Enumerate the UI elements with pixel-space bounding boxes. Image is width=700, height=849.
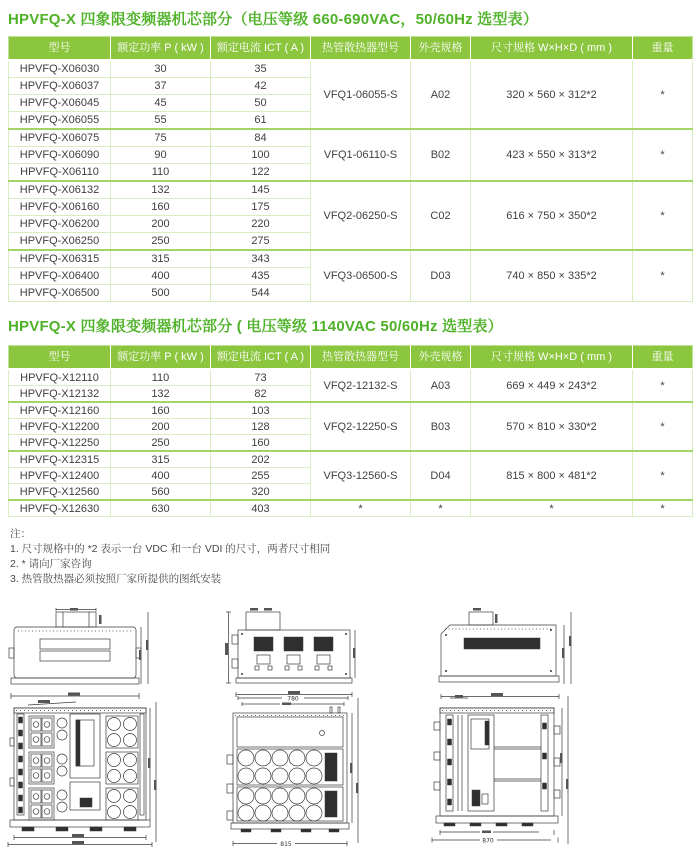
cell-model: HPVFQ-X06200 <box>9 216 111 233</box>
table-row <box>9 451 693 468</box>
cell-dims: 320 × 560 × 312*2 <box>471 60 633 129</box>
drawing-front-view-left <box>8 700 157 847</box>
col-header-model: 型号 <box>9 37 111 61</box>
cell-power: 37 <box>111 78 211 95</box>
cell-model: HPVFQ-X06090 <box>9 147 111 164</box>
cell-power: 55 <box>111 112 211 130</box>
col-header-dims: 尺寸规格 W×H×D ( mm ) <box>471 346 633 370</box>
cell-heatsink: VFQ1-06055-S <box>311 60 411 129</box>
col-header-shell: 外壳规格 <box>411 37 471 61</box>
cell-power: 160 <box>111 402 211 419</box>
cell-dims: 669 × 449 × 243*2 <box>471 369 633 402</box>
cell-current: 403 <box>211 500 311 517</box>
cell-current: 202 <box>211 451 311 468</box>
cell-power: 400 <box>111 468 211 484</box>
drawing-top-view-right <box>439 608 572 699</box>
drawing-front-view-right <box>432 695 569 845</box>
cell-power: 75 <box>111 129 211 147</box>
cell-current: 122 <box>211 164 311 182</box>
table-row <box>9 129 693 147</box>
cell-power: 250 <box>111 435 211 452</box>
cell-weight: * <box>633 402 693 451</box>
cell-power: 132 <box>111 386 211 403</box>
cell-current: 128 <box>211 419 311 435</box>
cell-current: 275 <box>211 233 311 251</box>
selection-table-1140vac <box>8 345 693 517</box>
cell-model: HPVFQ-X12200 <box>9 419 111 435</box>
cell-current: 175 <box>211 199 311 216</box>
cell-heatsink: VFQ2-12132-S <box>311 369 411 402</box>
cell-model: HPVFQ-X12132 <box>9 386 111 403</box>
col-header-power: 额定功率 P ( kW ) <box>111 37 211 61</box>
cell-shell: A02 <box>411 60 471 129</box>
selection-table-660-690vac <box>8 36 693 302</box>
cell-current: 255 <box>211 468 311 484</box>
cell-shell: A03 <box>411 369 471 402</box>
cell-power: 500 <box>111 285 211 302</box>
cell-power: 200 <box>111 419 211 435</box>
col-header-dims: 尺寸规格 W×H×D ( mm ) <box>471 37 633 61</box>
cell-current: 103 <box>211 402 311 419</box>
col-header-heatsink: 热管散热器型号 <box>311 346 411 370</box>
col-header-current: 额定电流 ICT ( A ) <box>211 37 311 61</box>
drawing-front-view-middle <box>227 696 359 849</box>
footnote-item: 1. 尺寸规格中的 *2 表示一台 VDC 和一台 VDI 的尺寸，两者尺寸相同 <box>10 543 331 555</box>
cell-model: HPVFQ-X12400 <box>9 468 111 484</box>
cell-model: HPVFQ-X06055 <box>9 112 111 130</box>
table-header-row <box>9 37 693 61</box>
table-row <box>9 500 693 517</box>
cell-power: 630 <box>111 500 211 517</box>
cell-current: 61 <box>211 112 311 130</box>
cell-heatsink: * <box>311 500 411 517</box>
cell-current: 82 <box>211 386 311 403</box>
cell-model: HPVFQ-X12110 <box>9 369 111 386</box>
cell-weight: * <box>633 181 693 250</box>
cell-current: 220 <box>211 216 311 233</box>
table-row <box>9 60 693 78</box>
cell-heatsink: VFQ1-06110-S <box>311 129 411 181</box>
cell-power: 560 <box>111 484 211 501</box>
table-row <box>9 402 693 419</box>
cell-model: HPVFQ-X06500 <box>9 285 111 302</box>
cell-current: 42 <box>211 78 311 95</box>
cell-weight: * <box>633 369 693 402</box>
cell-dims: * <box>471 500 633 517</box>
table-row <box>9 250 693 268</box>
col-header-model: 型号 <box>9 346 111 370</box>
cell-weight: * <box>633 451 693 500</box>
col-header-current: 额定电流 ICT ( A ) <box>211 346 311 370</box>
dimension-label: 780 <box>287 695 299 703</box>
cell-shell: C02 <box>411 181 471 250</box>
cell-weight: * <box>633 129 693 181</box>
dimension-label: 870 <box>482 837 494 845</box>
cell-current: 84 <box>211 129 311 147</box>
cell-power: 110 <box>111 164 211 182</box>
cell-heatsink: VFQ2-06250-S <box>311 181 411 250</box>
cell-model: HPVFQ-X12630 <box>9 500 111 517</box>
cell-current: 435 <box>211 268 311 285</box>
cell-dims: 740 × 850 × 335*2 <box>471 250 633 302</box>
cell-model: HPVFQ-X12560 <box>9 484 111 501</box>
cell-current: 35 <box>211 60 311 78</box>
cell-dims: 616 × 750 × 350*2 <box>471 181 633 250</box>
footnote-item: 2. * 请向厂家咨询 <box>10 558 92 570</box>
footnote-item: 3. 热管散热器必须按照厂家所提供的图纸安装 <box>10 573 222 585</box>
cell-model: HPVFQ-X06315 <box>9 250 111 268</box>
cell-model: HPVFQ-X12250 <box>9 435 111 452</box>
cell-power: 200 <box>111 216 211 233</box>
cell-current: 160 <box>211 435 311 452</box>
col-header-shell: 外壳规格 <box>411 346 471 370</box>
cell-shell: B02 <box>411 129 471 181</box>
cell-model: HPVFQ-X06110 <box>9 164 111 182</box>
cell-dims: 815 × 800 × 481*2 <box>471 451 633 500</box>
technical-drawings <box>0 608 700 849</box>
drawing-top-view-left <box>9 608 149 699</box>
cell-heatsink: VFQ3-12560-S <box>311 451 411 500</box>
cell-dims: 570 × 810 × 330*2 <box>471 402 633 451</box>
page-title: HPVFQ-X 四象限变频器机芯部分（电压等级 660-690VAC，50/60Hz 选型表） <box>8 11 539 28</box>
cell-current: 73 <box>211 369 311 386</box>
table-row <box>9 369 693 386</box>
cell-power: 315 <box>111 250 211 268</box>
cell-power: 110 <box>111 369 211 386</box>
cell-weight: * <box>633 500 693 517</box>
cell-current: 544 <box>211 285 311 302</box>
cell-model: HPVFQ-X12160 <box>9 402 111 419</box>
cell-weight: * <box>633 250 693 302</box>
cell-model: HPVFQ-X06132 <box>9 181 111 199</box>
drawing-top-view-middle <box>225 608 356 697</box>
cell-power: 315 <box>111 451 211 468</box>
page-title-2: HPVFQ-X 四象限变频器机芯部分 ( 电压等级 1140VAC 50/60Hz 选型表） <box>8 318 503 335</box>
cell-heatsink: VFQ3-06500-S <box>311 250 411 302</box>
cell-shell: D04 <box>411 451 471 500</box>
col-header-weight: 重量 <box>633 346 693 370</box>
cell-shell: D03 <box>411 250 471 302</box>
cell-model: HPVFQ-X06075 <box>9 129 111 147</box>
cell-model: HPVFQ-X06160 <box>9 199 111 216</box>
cell-shell: B03 <box>411 402 471 451</box>
footnote-label: 注： <box>10 528 31 540</box>
cell-model: HPVFQ-X12315 <box>9 451 111 468</box>
col-header-weight: 重量 <box>633 37 693 61</box>
cell-heatsink: VFQ2-12250-S <box>311 402 411 451</box>
col-header-power: 额定功率 P ( kW ) <box>111 346 211 370</box>
cell-shell: * <box>411 500 471 517</box>
cell-current: 100 <box>211 147 311 164</box>
cell-power: 160 <box>111 199 211 216</box>
cell-power: 250 <box>111 233 211 251</box>
footnotes <box>10 527 330 587</box>
cell-current: 50 <box>211 95 311 112</box>
cell-weight: * <box>633 60 693 129</box>
cell-current: 343 <box>211 250 311 268</box>
cell-power: 90 <box>111 147 211 164</box>
cell-power: 45 <box>111 95 211 112</box>
dimension-label: 815 <box>280 841 292 848</box>
cell-model: HPVFQ-X06030 <box>9 60 111 78</box>
cell-current: 320 <box>211 484 311 501</box>
cell-power: 132 <box>111 181 211 199</box>
cell-model: HPVFQ-X06400 <box>9 268 111 285</box>
cell-model: HPVFQ-X06045 <box>9 95 111 112</box>
table-row <box>9 181 693 199</box>
cell-dims: 423 × 550 × 313*2 <box>471 129 633 181</box>
cell-current: 145 <box>211 181 311 199</box>
cell-model: HPVFQ-X06250 <box>9 233 111 251</box>
cell-power: 30 <box>111 60 211 78</box>
table-header-row <box>9 346 693 370</box>
cell-model: HPVFQ-X06037 <box>9 78 111 95</box>
col-header-heatsink: 热管散热器型号 <box>311 37 411 61</box>
cell-power: 400 <box>111 268 211 285</box>
